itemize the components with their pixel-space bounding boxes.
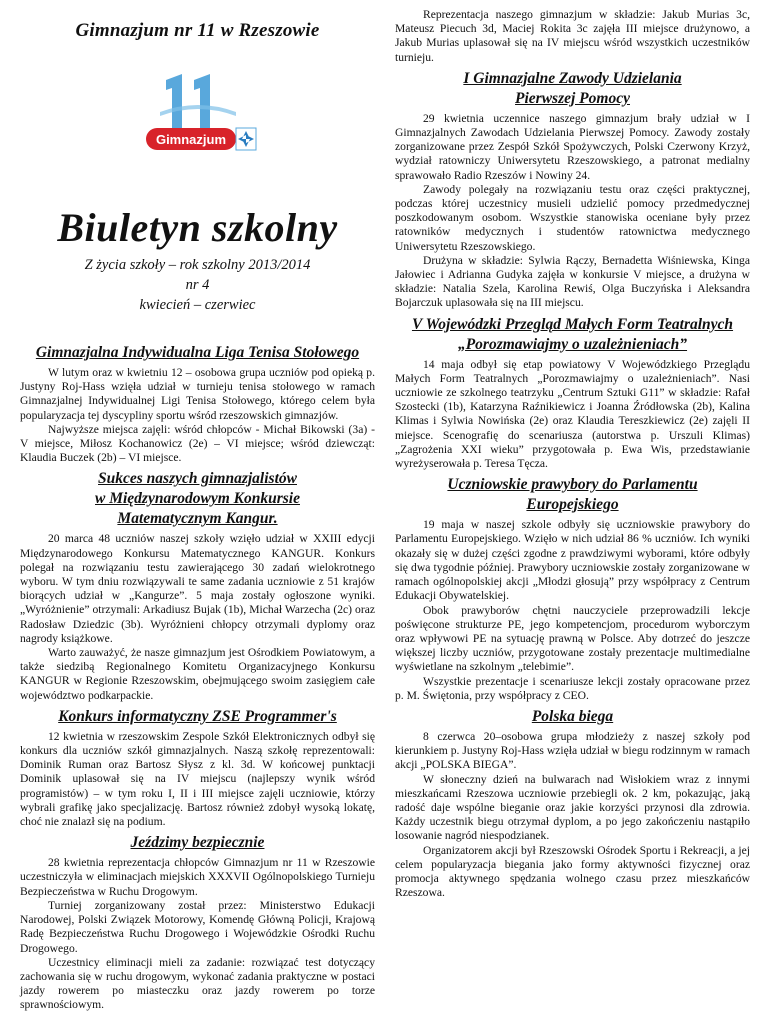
article-paragraph: 8 czerwca 20–osobowa grupa młodzieży z naszej szkoły pod kierunkiem p. Justyny Roj-Hass wzięła udział w biegu rodzinnym w ramach akcji „POLSKA BIEGA”. <box>395 729 750 772</box>
article-paragraph: Reprezentacja naszego gimnazjum w składzie: Jakub Murias 3c, Mateusz Piecuch 3d, Maciej Rokita 3c zajęła III miejsce drużynowo, a Jakub Murias uplasował się na IV miejscu wśród wszystkich uczestników turnieju. <box>395 8 750 64</box>
article-heading: Gimnazjalna Indywidualna Liga Tenisa Stołowego <box>35 344 360 361</box>
article-paragraph: 29 kwietnia uczennice naszego gimnazjum brały udział w I Gimnazjalnych Zawodach Udzielania Pierwszej Pomocy. Zawody zostały zorganizowane przez Zespół Szkół Spożywczych, Polski Czerwony Krzyż, wydział ratowniczy Uniwersytetu Rzeszowskiego, a patronat medialny sprawowało Radio Rzeszów i Nowiny 24. <box>395 111 750 182</box>
article-heading: Konkurs informatyczny ZSE Programmer's <box>58 707 337 725</box>
article-paragraph: W słoneczny dzień na bulwarach nad Wisłokiem wraz z innymi mieszkańcami Rzeszowa uczniowie przebiegli ok. 2 km, pokazując, jaką radość daje wspólne bieganie oraz jakie korzyści przynosi dla zdrowia. Każdy uczestnik biegu otrzymał dyplom, a po jego zakończeniu nastąpiło losowanie nagród niespodzianek. <box>395 772 750 843</box>
article-paragraph: 28 kwietnia reprezentacja chłopców Gimnazjum nr 11 w Rzeszowie uczestniczyła w eliminacjach miejskich XXXVII Ogólnopolskiego Turnieju Bezpieczeństwa w Ruchu Drogowym. <box>20 856 375 898</box>
article-heading: I Gimnazjalne Zawody Udzielania <box>463 69 682 87</box>
article-heading: w Międzynarodowym Konkursie <box>95 490 300 508</box>
article-heading: Jeździmy bezpiecznie <box>130 834 265 852</box>
school-logo <box>138 72 258 168</box>
article-heading: Pierwszej Pomocy <box>515 89 630 107</box>
article-heading: V Wojewódzki Przegląd Małych Form Teatralnych <box>411 315 734 333</box>
logo-label: Gimnazjum <box>155 132 226 147</box>
article-zse <box>20 707 375 829</box>
article-teatr <box>395 315 750 472</box>
article-paragraph: Organizatorem akcji był Rzeszowski Ośrodek Sportu i Rekreacji, a jej celem popularyzacja biegania jako formy aktywności fizycznej oraz promocja aktywnego spędzania wolnego czasu przez mieszkańców Rzeszowa. <box>395 843 750 900</box>
article-tenis <box>20 343 375 465</box>
article-heading: Polska biega <box>531 707 614 725</box>
article-paragraph: 20 marca 48 uczniów naszej szkoły wzięło udział w XXIII edycji Międzynarodowego Konkursu Matematycznego KANGUR. Konkurs polegał na rozwiązaniu testu zawierającego 30 zadań wielokrotnego wyboru. W tym dniu rozwiązywali te same zadania uczniowie z 51 krajów biorących udział w „Kangurze”. 5 maja zostały ogłoszone wyniki. „Wyróżnienie” otrzymali: Arkadiusz Bujak (1b), Michał Warzecha (2c) oraz Radosław Dziedzic (3b). Wyróżnieni chłopcy otrzymali dyplomy oraz nagrody książkowe. <box>20 532 375 645</box>
school-name: Gimnazjum nr 11 w Rzeszowie <box>75 20 320 41</box>
issue-number: nr 4 <box>185 277 210 293</box>
article-heading: „Porozmawiajmy o uzależnieniach” <box>457 335 688 353</box>
article-kangur <box>20 469 375 702</box>
left-column <box>20 0 375 1013</box>
article-paragraph: Wszystkie prezentacje i scenariusze lekcji zostały opracowane przez p. M. Świętonia, przy współpracy z CEO. <box>395 674 750 702</box>
article-paragraph: Najwyższe miejsca zajęli: wśród chłopców - Michał Bikowski (3a) - V miejsce, Miłosz Kochanowicz (2e) – VI miejsce; wśród dziewcząt: Klaudia Buczek (2b) – VI miejsce. <box>20 422 375 465</box>
article-paragraph: Drużyna w składzie: Sylwia Rączy, Bernadetta Wiśniewska, Kinga Jałowiec i Adrianna Gudyka zajęła w konkursie V miejsce, a drużyna w składzie: Natalia Szela, Karolina Rewiś, Olga Buczyńska i Aleksandra Bojarczuk uplasowała się na III miejscu. <box>395 253 750 310</box>
article-paragraph: Zawody polegały na rozwiązaniu testu oraz części praktycznej, podczas której uczestnicy musieli udzielić pomocy przedmedycznej poszkodowanym osobom. Wszystkie stanowiska oceniane były przez ratowników medycznych i studentów ratownictwa medycznego Uniwersytetu Rzeszowskiego. <box>395 182 750 253</box>
article-heading: Uczniowskie prawybory do Parlamentu <box>447 476 698 494</box>
bulletin-title: Biuletyn szkolny <box>57 205 338 250</box>
logo-graphic <box>138 72 258 168</box>
right-column <box>395 8 750 900</box>
article-paragraph: W lutym oraz w kwietniu 12 – osobowa grupa uczniów pod opieką p. Justyny Roj-Hass wzięła udział w turnieju tenisa stołowego w ramach Gimnazjalnej Indywidualnej Ligi Tenisa Stołowego, którego celem była popularyzacja tej dyscypliny sportu wśród rzeszowskich gimnazjów. <box>20 366 375 422</box>
article-paragraph: Uczestnicy eliminacji mieli za zadanie: rozwiązać test dotyczący zachowania się w ruchu drogowym, wykonać zadania praktyczne w postaci jazdy rowerem po miasteczku oraz jazdy rowerem po torze sprawnościowym. <box>20 955 375 1012</box>
article-parlament <box>395 475 750 703</box>
issue-months: kwiecień – czerwiec <box>139 297 256 313</box>
article-bezpiecznie <box>20 833 375 1012</box>
article-paragraph: 14 maja odbył się etap powiatowy V Wojewódzkiego Przeglądu Małych Form Teatralnych „Porozmawiajmy o uzależnieniach”. Nasi uczniowie ze szkolnego teatrzyku „Centrum Sztuki G11” w składzie: Rafał Szostecki (1b), Katarzyna Raźnikiewicz i Joanna Źródłowska (2b), Kalina Klimas i Sylwia Nowińska (2e) oraz Klaudia Tereszkiewicz (2e) zajęli II miejsce. Scenografię do scenariusza (autorstwa p. Urszuli Klimas) „Zagrożenia XXI wieku” przygotowała p. Ewa Wis, przedstawianie wyreżyserowała p. Teresa Tęcza. <box>395 357 750 471</box>
article-biega <box>395 707 750 900</box>
bulletin-subtitle: Z życia szkoły – rok szkolny 2013/2014 <box>84 257 311 273</box>
article-paragraph: Turniej zorganizowany został przez: Ministerstwo Edukacji Narodowej, Polski Związek Motorowy, Komendę Główną Policji, Krajową Radę Bezpieczeństwa Ruchu Drogowego i Wojewódzkie Ośrodki Ruchu Drogowego. <box>20 898 375 955</box>
article-paragraph: 19 maja w naszej szkole odbyły się uczniowskie prawybory do Parlamentu Europejskiego. Wzięło w nich udział 86 % uczniów. Ich wyniki okazały się w dużej części zgodne z prawdziwymi wyborami, które odbyły się dwa tygodnie później. Prawybory uczniowskie zostały zorganizowane w ramach ogólnopolskiej akcji „Młodzi głosują” przy współpracy z Centrum Edukacji Obywatelskiej. <box>395 518 750 603</box>
article-paragraph: Warto zauważyć, że nasze gimnazjum jest Ośrodkiem Powiatowym, a także siedzibą Regionalnego Komitetu Organizacyjnego Konkursu KANGUR w Regionie Rzeszowskim, obejmującego swoim zasięgiem całe województwo podkarpackie. <box>20 646 375 702</box>
article-paragraph: Obok prawyborów chętni nauczyciele przeprowadzili lekcje poświęcone strukturze PE, jego kompetencjom, procedurom wyborczym oraz wpływowi PE na sytuację prawną w Polsce. Aby dotrzeć do jeszcze większej liczby uczniów, przygotowane zostały prezentacje multimedialne wyświetlane na szkolnym „telebimie”. <box>395 603 750 674</box>
article-paragraph: 12 kwietnia w rzeszowskim Zespole Szkół Elektronicznych odbył się konkurs dla uczniów szkół gimnazjalnych. Naszą szkołę reprezentowali: Dominik Ruman oraz Bartosz Słysz z kl. 3d. W końcowej punktacji Dominik uplasował się na IV miejscu (najlepszy wynik wśród programistów) – w tym roku I, II i III miejsce zajęli uczniowie, którzy wybrali grafikę jako specjalizację. Bartosz również zdobył wysoką lokatę, choć nie znalazł się na podium. <box>20 729 375 829</box>
article-heading: Matematycznym Kangur. <box>117 510 278 528</box>
article-heading: Sukces naszych gimnazjalistów <box>98 470 297 488</box>
article-pomoc <box>395 69 750 311</box>
article-heading: Europejskiego <box>526 496 619 514</box>
